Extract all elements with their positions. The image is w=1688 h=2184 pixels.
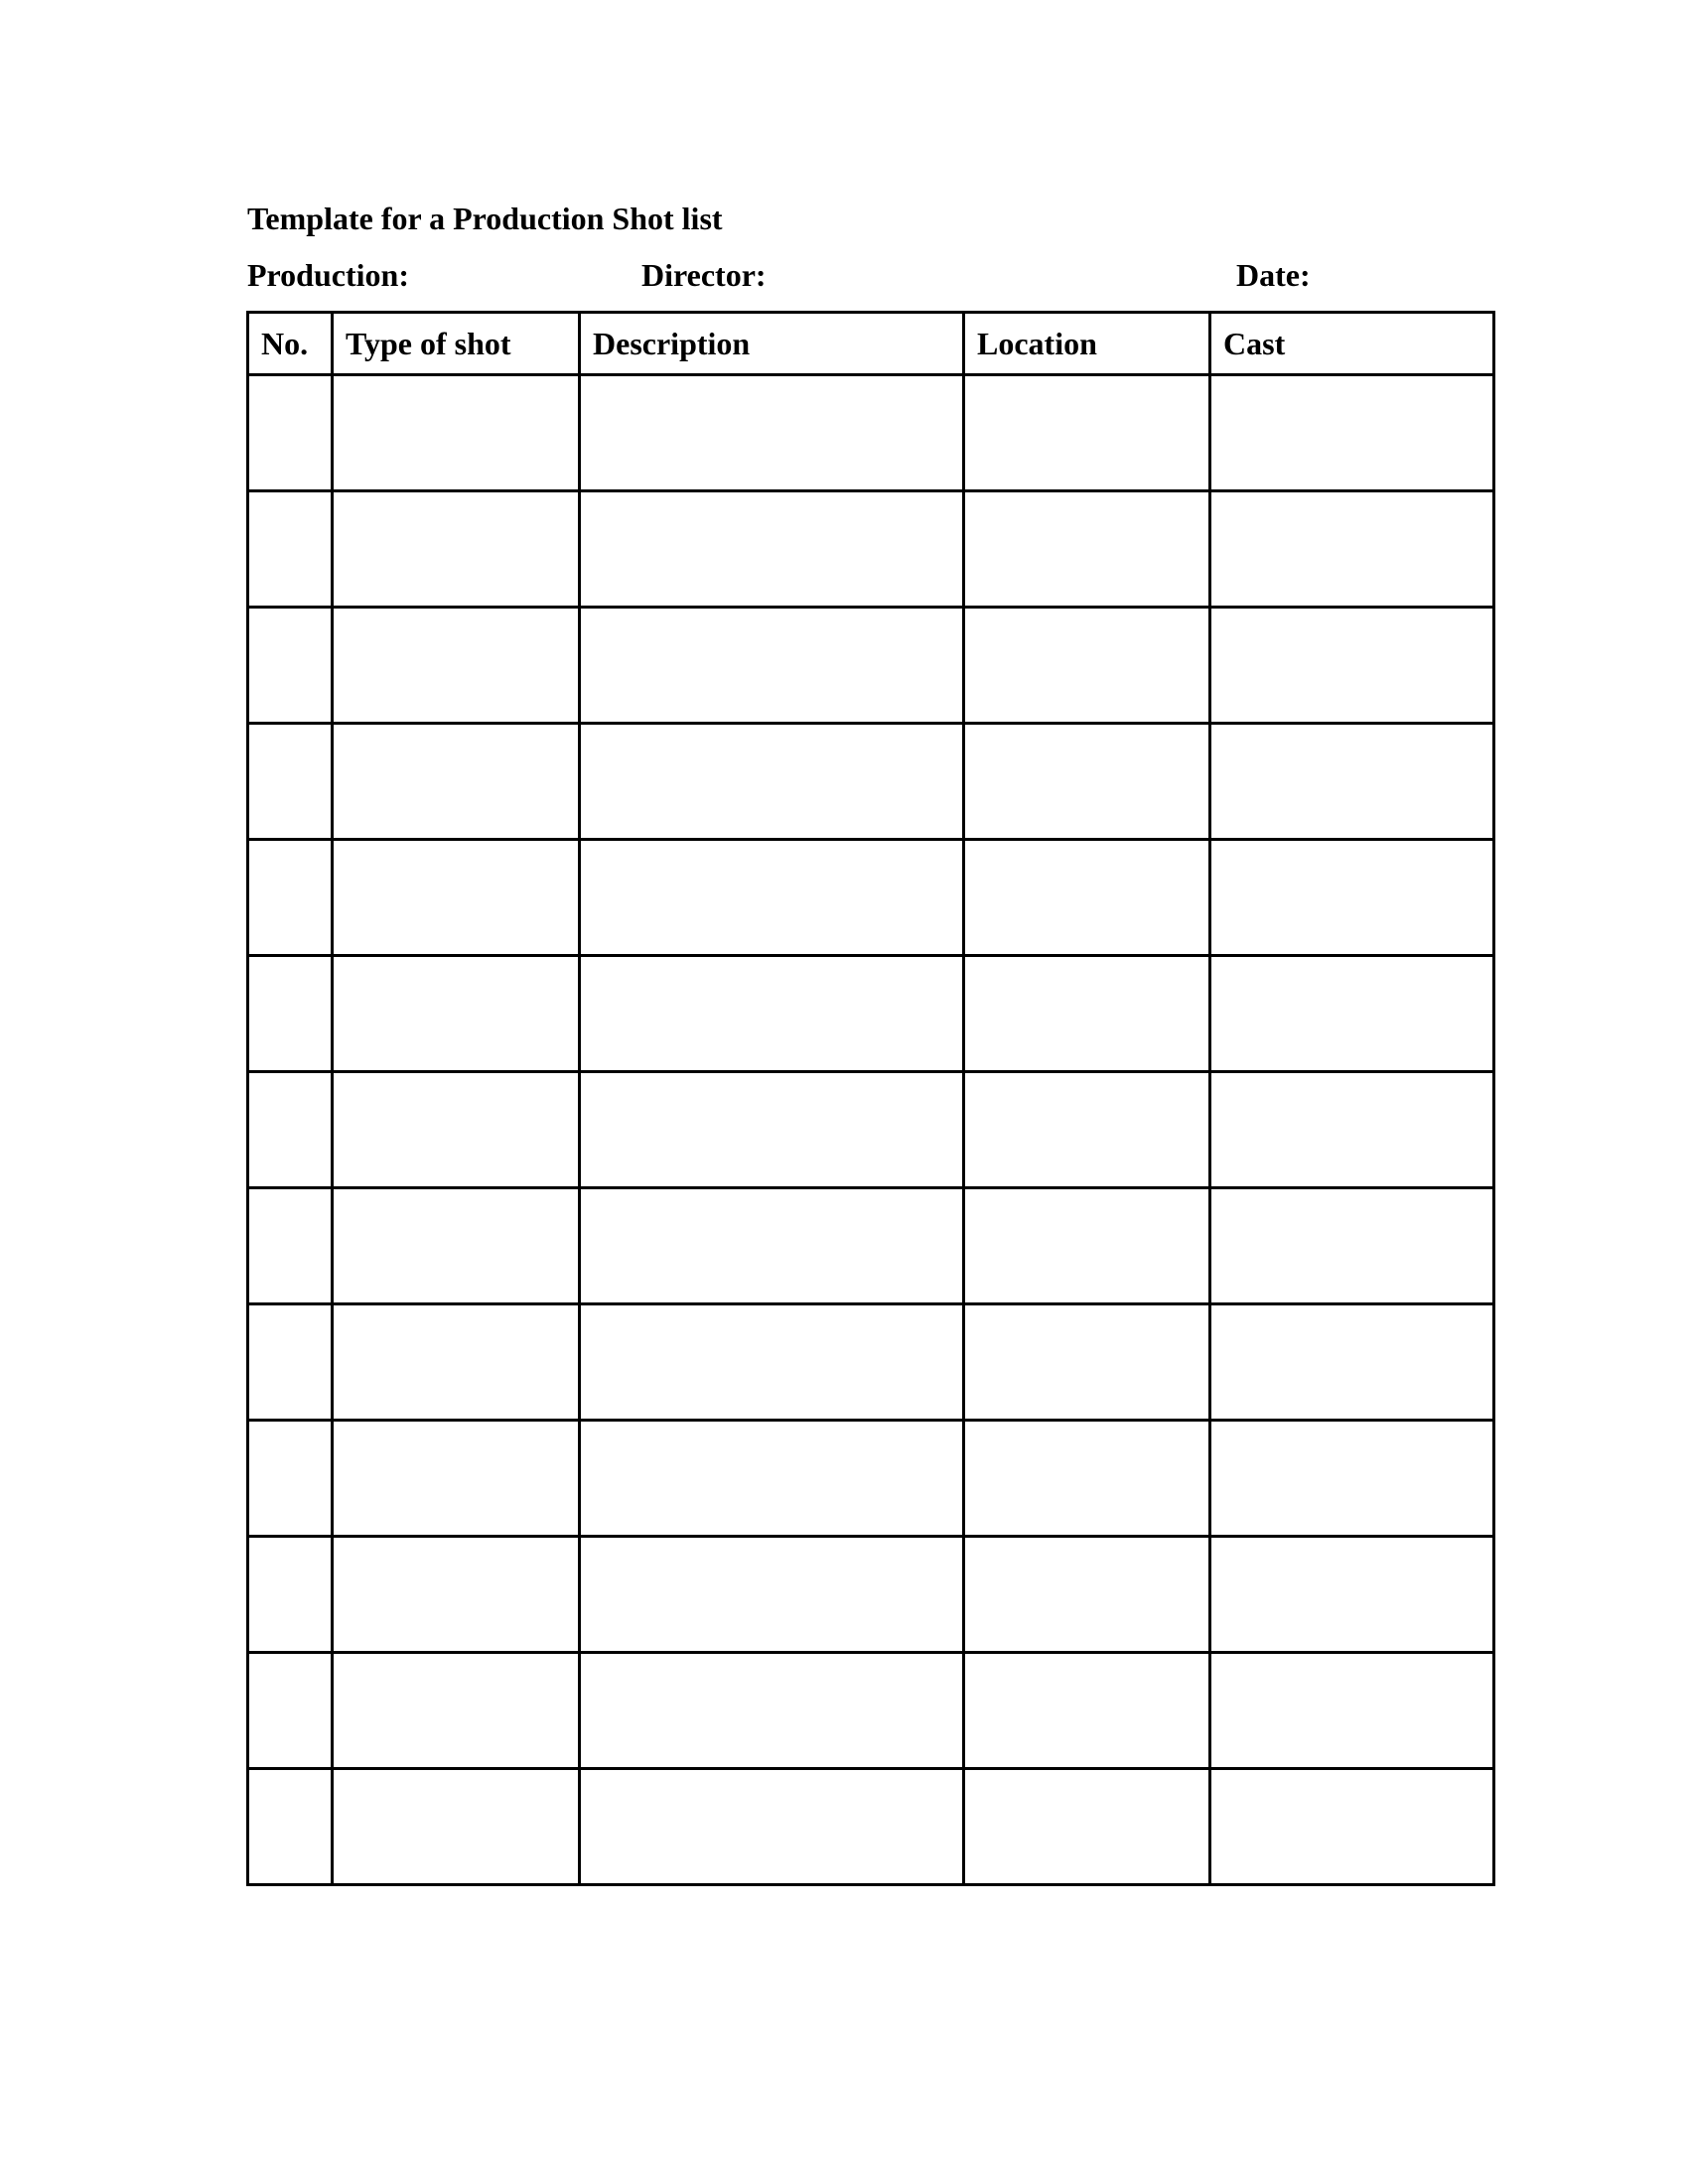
table-row — [248, 1304, 1494, 1421]
cell-no[interactable] — [248, 491, 333, 608]
cell-type-of-shot[interactable] — [333, 840, 580, 956]
cell-cast[interactable] — [1210, 840, 1494, 956]
shot-list-table — [246, 311, 1495, 1886]
table-row — [248, 375, 1494, 491]
cell-description[interactable] — [580, 956, 964, 1072]
table-row — [248, 1653, 1494, 1769]
cell-location[interactable] — [964, 1188, 1210, 1304]
cell-no[interactable] — [248, 1421, 333, 1537]
cell-cast[interactable] — [1210, 1188, 1494, 1304]
director-label: Director: — [641, 257, 767, 293]
cell-type-of-shot[interactable] — [333, 1537, 580, 1653]
table-row — [248, 1188, 1494, 1304]
table-row — [248, 608, 1494, 724]
cell-location[interactable] — [964, 608, 1210, 724]
cell-cast[interactable] — [1210, 724, 1494, 840]
cell-type-of-shot[interactable] — [333, 1188, 580, 1304]
cell-location[interactable] — [964, 1769, 1210, 1885]
column-header-cast: Cast — [1210, 313, 1494, 375]
cell-cast[interactable] — [1210, 1072, 1494, 1188]
cell-location[interactable] — [964, 956, 1210, 1072]
cell-description[interactable] — [580, 1072, 964, 1188]
cell-description[interactable] — [580, 608, 964, 724]
cell-type-of-shot[interactable] — [333, 1304, 580, 1421]
cell-no[interactable] — [248, 1188, 333, 1304]
table-row — [248, 1537, 1494, 1653]
cell-no[interactable] — [248, 375, 333, 491]
table-row — [248, 1072, 1494, 1188]
cell-cast[interactable] — [1210, 1304, 1494, 1421]
cell-description[interactable] — [580, 840, 964, 956]
cell-description[interactable] — [580, 1653, 964, 1769]
cell-type-of-shot[interactable] — [333, 1653, 580, 1769]
cell-cast[interactable] — [1210, 1653, 1494, 1769]
cell-location[interactable] — [964, 1653, 1210, 1769]
table-header-row — [248, 313, 1494, 375]
cell-location[interactable] — [964, 1072, 1210, 1188]
cell-cast[interactable] — [1210, 1769, 1494, 1885]
cell-description[interactable] — [580, 491, 964, 608]
cell-no[interactable] — [248, 1072, 333, 1188]
cell-type-of-shot[interactable] — [333, 608, 580, 724]
cell-no[interactable] — [248, 1304, 333, 1421]
shot-list-body — [248, 375, 1494, 1885]
cell-type-of-shot[interactable] — [333, 1769, 580, 1885]
cell-description[interactable] — [580, 724, 964, 840]
cell-cast[interactable] — [1210, 1537, 1494, 1653]
cell-cast[interactable] — [1210, 491, 1494, 608]
production-label: Production: — [247, 257, 409, 293]
cell-description[interactable] — [580, 1304, 964, 1421]
cell-cast[interactable] — [1210, 608, 1494, 724]
cell-location[interactable] — [964, 724, 1210, 840]
table-row — [248, 840, 1494, 956]
cell-no[interactable] — [248, 608, 333, 724]
cell-description[interactable] — [580, 1537, 964, 1653]
cell-location[interactable] — [964, 1537, 1210, 1653]
document-title: Template for a Production Shot list — [247, 201, 723, 236]
cell-cast[interactable] — [1210, 956, 1494, 1072]
table-row — [248, 491, 1494, 608]
cell-location[interactable] — [964, 1304, 1210, 1421]
table-row — [248, 1769, 1494, 1885]
column-header-location: Location — [964, 313, 1210, 375]
table-row — [248, 956, 1494, 1072]
column-header-type-of-shot: Type of shot — [333, 313, 580, 375]
cell-type-of-shot[interactable] — [333, 956, 580, 1072]
column-header-description: Description — [580, 313, 964, 375]
cell-type-of-shot[interactable] — [333, 375, 580, 491]
table-row — [248, 724, 1494, 840]
cell-no[interactable] — [248, 1769, 333, 1885]
cell-location[interactable] — [964, 375, 1210, 491]
cell-cast[interactable] — [1210, 375, 1494, 491]
cell-type-of-shot[interactable] — [333, 491, 580, 608]
cell-no[interactable] — [248, 1537, 333, 1653]
cell-cast[interactable] — [1210, 1421, 1494, 1537]
cell-description[interactable] — [580, 1421, 964, 1537]
cell-description[interactable] — [580, 375, 964, 491]
cell-no[interactable] — [248, 840, 333, 956]
cell-type-of-shot[interactable] — [333, 1072, 580, 1188]
cell-location[interactable] — [964, 491, 1210, 608]
cell-type-of-shot[interactable] — [333, 724, 580, 840]
cell-no[interactable] — [248, 724, 333, 840]
cell-description[interactable] — [580, 1188, 964, 1304]
cell-no[interactable] — [248, 956, 333, 1072]
cell-location[interactable] — [964, 1421, 1210, 1537]
cell-no[interactable] — [248, 1653, 333, 1769]
cell-type-of-shot[interactable] — [333, 1421, 580, 1537]
date-label: Date: — [1236, 257, 1311, 293]
cell-location[interactable] — [964, 840, 1210, 956]
cell-description[interactable] — [580, 1769, 964, 1885]
column-header-no: No. — [248, 313, 333, 375]
table-row — [248, 1421, 1494, 1537]
